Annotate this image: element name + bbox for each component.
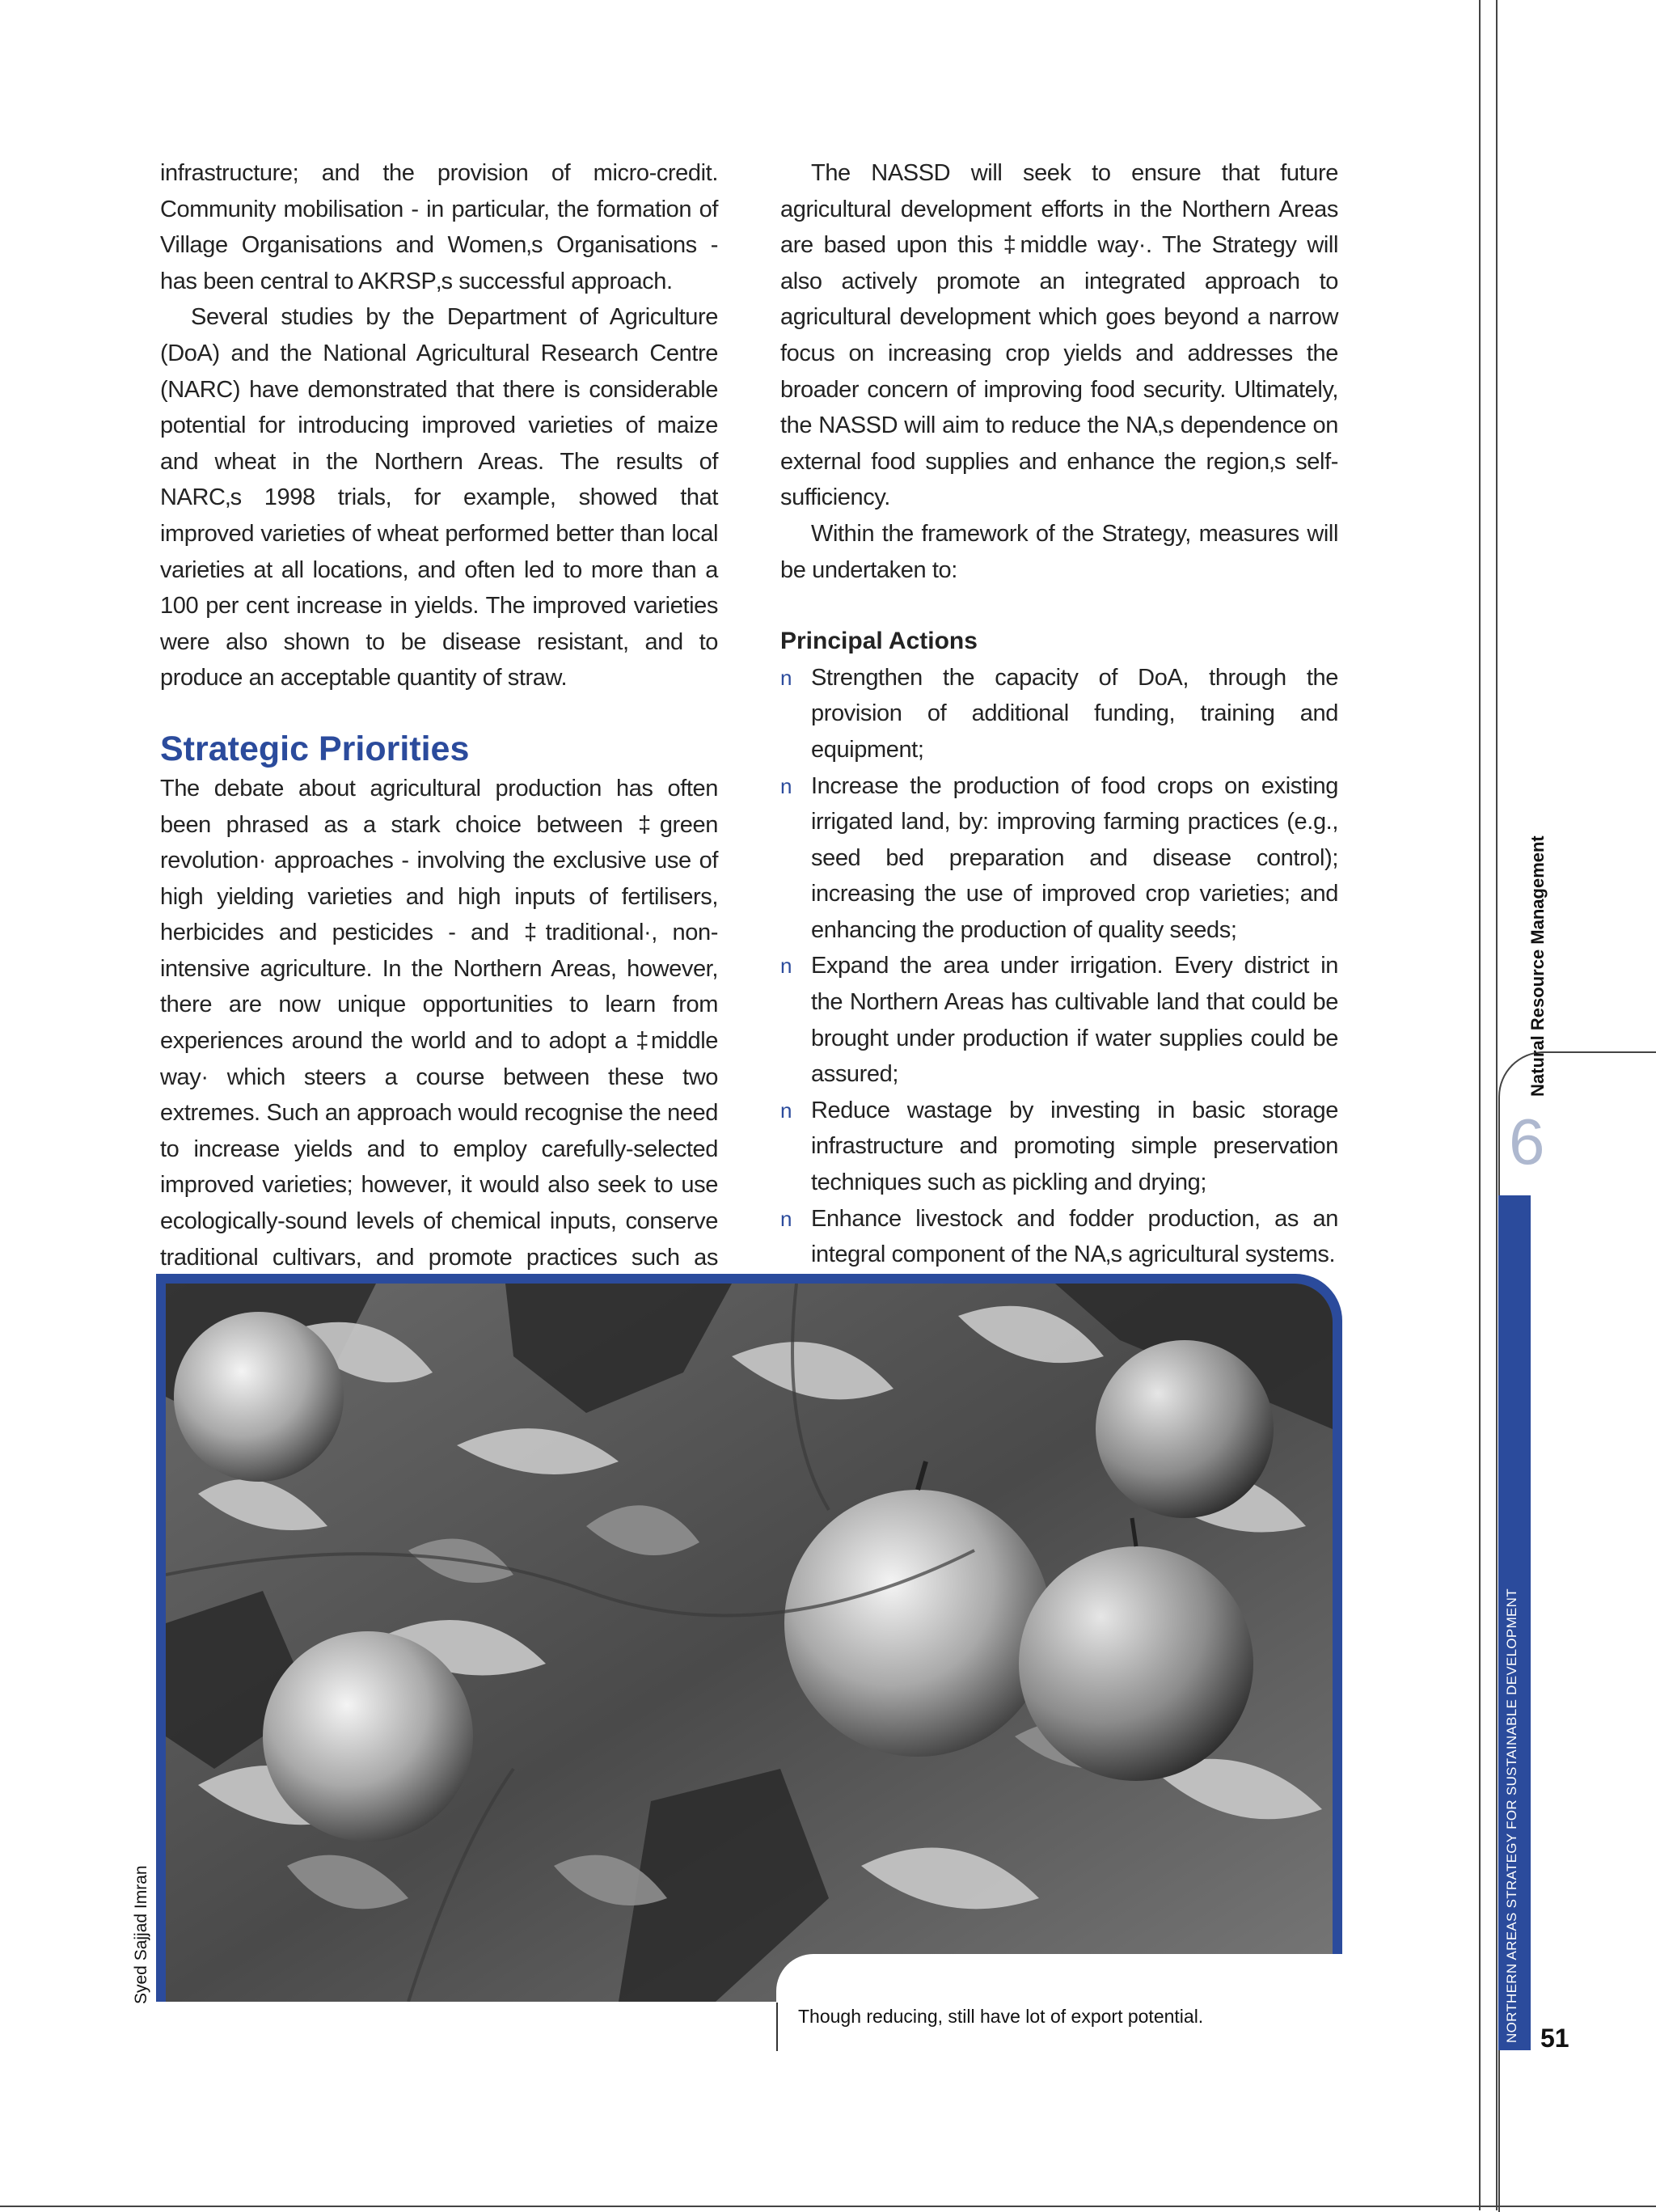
list-item bbox=[780, 660, 1338, 768]
principal-actions-heading: Principal Actions bbox=[780, 628, 978, 655]
bullet-icon: n bbox=[780, 1206, 792, 1231]
left-column bbox=[160, 155, 718, 1347]
chapter-number: 6 bbox=[1509, 1106, 1545, 1178]
action-text: Enhance livestock and fodder production, as an integral component of the NA‚s agricultural systems. bbox=[811, 1205, 1338, 1268]
margin-rule-outer bbox=[1479, 0, 1481, 2210]
bullet-icon: n bbox=[780, 773, 792, 798]
left-paragraph-1: infrastructure; and the provision of micro-credit. Community mobilisation - in particular, the formation of Village Organisations and Women‚s Organisations - has been central to AKRSP‚s successful approach. bbox=[160, 160, 718, 294]
right-paragraph-1: The NASSD will seek to ensure that future agricultural development efforts in the Northern Areas are based upon this ‡middle way·. The Strategy will also actively promote an integrated approach to agricultural development which goes beyond a narrow focus on increasing crop yields and addresses the broader concern of improving food security. Ultimately, the NASSD will aim to reduce the NA‚s dependence on external food supplies and enhance the region‚s self-sufficiency. bbox=[780, 160, 1338, 511]
photo-frame bbox=[156, 1274, 1342, 2002]
apple-tree-photo bbox=[166, 1284, 1333, 2002]
right-column bbox=[780, 155, 1338, 1345]
list-item bbox=[780, 1093, 1338, 1201]
bottom-rule bbox=[0, 2206, 1656, 2207]
caption-rule bbox=[776, 2003, 778, 2051]
list-item bbox=[780, 768, 1338, 949]
list-item bbox=[780, 1201, 1338, 1273]
left-paragraph-2: Several studies by the Department of Agriculture (DoA) and the National Agricultural Research Centre (NARC) have demonstrated that there is considerable potential for introducing improved varieties of maize and wheat in the Northern Areas. The results of NARC‚s 1998 trials, for example, showed that improved varieties of wheat performed better than local varieties at all locations, and often led to more than a 100 per cent increase in yields. The improved varieties were also shown to be disease resistant, and to produce an acceptable quantity of straw. bbox=[160, 304, 718, 692]
action-text: Increase the production of food crops on existing irrigated land, by: improving farming practices (e.g., seed bed preparation and disease control); increasing the use of improved crop varieties; and enhancing the production of quality seeds; bbox=[811, 772, 1338, 943]
bullet-icon: n bbox=[780, 1098, 792, 1123]
caption-box bbox=[776, 1954, 1342, 2051]
page-number: 51 bbox=[1540, 2024, 1569, 2053]
apple-tree-illustration bbox=[166, 1284, 1333, 2002]
section-heading-strategic-priorities: Strategic Priorities bbox=[160, 729, 470, 768]
action-text: Expand the area under irrigation. Every district in the Northern Areas has cultivable land that could be brought under production if water supplies could be assured; bbox=[811, 953, 1338, 1088]
right-paragraph-2: Within the framework of the Strategy, measures will be undertaken to: bbox=[780, 520, 1338, 583]
action-text: Reduce wastage by investing in basic storage infrastructure and promoting simple preservation techniques such as pickling and drying; bbox=[811, 1097, 1338, 1196]
action-text: Strengthen the capacity of DoA, through the provision of additional funding, training and equipment; bbox=[811, 664, 1338, 763]
publication-title: NORTHERN AREAS STRATEGY FOR SUSTAINABLE DEVELOPMENT bbox=[1504, 1588, 1519, 2043]
margin-rule-inner bbox=[1496, 0, 1498, 2210]
bullet-icon: n bbox=[780, 665, 792, 690]
photo-credit: Syed Sajjad Imran bbox=[132, 1865, 150, 2004]
bullet-icon: n bbox=[780, 954, 792, 979]
principal-actions-list bbox=[780, 660, 1338, 1345]
left-paragraph-3: The debate about agricultural production has often been phrased as a stark choice between ‡green revolution· approaches - involving the exclusive use of high yielding varieties and high inputs of fertilisers, herbicides and pesticides - and ‡traditional·, non-intensive agriculture. In the Northern Areas, however, there are now unique opportunities to learn from experiences around the world and to adopt a ‡middle way· which steers a course between these two extremes. Such an approach would recognise the need to increase yields and to employ carefully-selected improved varieties; however, it would also seek to use ecologically-sound levels of chemical inputs, conserve traditional cultivars, and promote practices such as bbox=[160, 775, 718, 1271]
chapter-title: Natural Resource Management bbox=[1527, 835, 1548, 1097]
photo-caption: Though reducing, still have lot of export potential. bbox=[798, 2006, 1204, 2027]
list-item bbox=[780, 948, 1338, 1092]
